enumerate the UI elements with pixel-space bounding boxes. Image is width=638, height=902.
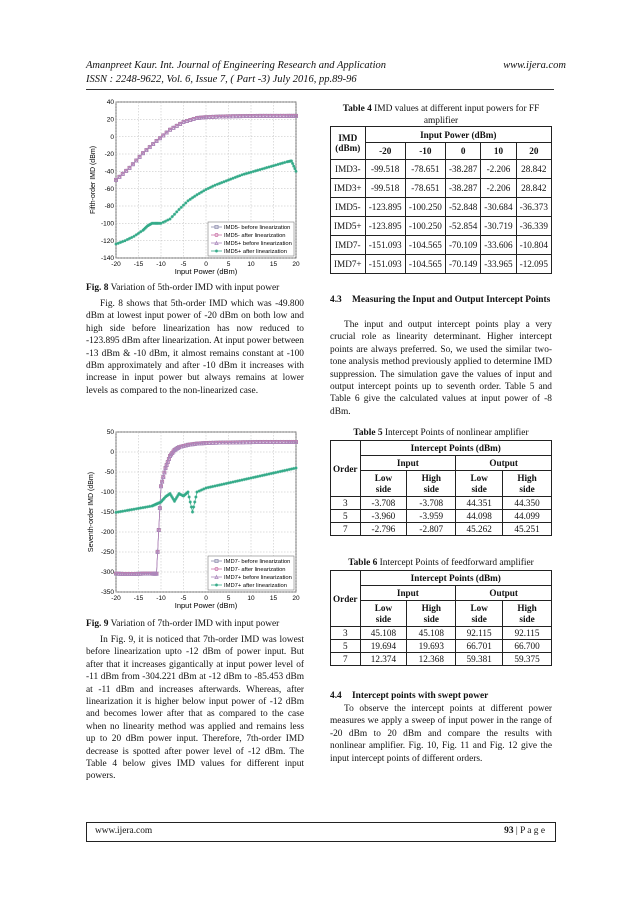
table-cell: 44.098: [456, 510, 503, 523]
table-cell: -100.250: [405, 198, 445, 217]
x-tick-label: 15: [269, 261, 278, 268]
table-5-caption: [330, 427, 552, 439]
table-4-group-header: Input Power (dBm): [365, 127, 551, 143]
x-tick-label: 10: [247, 261, 255, 268]
y-tick-label: 0: [110, 449, 114, 457]
table-cell: 44.351: [456, 497, 503, 510]
table-4-col-header: -20: [365, 143, 405, 160]
table-cell: 45.108: [407, 627, 456, 640]
table-cell: 45.251: [503, 523, 552, 536]
section-4-3-number: 4.3: [330, 295, 342, 305]
table-row: [331, 198, 552, 217]
figure-9-label: Fig. 9: [86, 619, 109, 629]
table-4-corner-line2: (dBm): [335, 143, 361, 153]
table-cell: -36.339: [516, 217, 551, 236]
table-5: [330, 440, 552, 536]
journal-url[interactable]: www.ijera.com: [503, 60, 566, 71]
table-row: [331, 640, 552, 653]
table-cell: -30.719: [481, 217, 516, 236]
x-tick-label: -10: [156, 595, 166, 602]
table-cell: 59.375: [503, 653, 552, 666]
table-cell: -3.708: [407, 497, 456, 510]
intercept-group-header: Intercept Points (dBm): [360, 571, 552, 586]
y-tick-label: -350: [100, 589, 114, 597]
table-4-caption: [330, 103, 552, 127]
y-tick-label: 40: [106, 99, 114, 107]
x-tick-label: -20: [111, 261, 121, 268]
footer-url[interactable]: www.ijera.com: [95, 826, 153, 836]
y-tick-label: -120: [100, 237, 114, 245]
section-4-3-heading: [330, 294, 552, 306]
chart-legend: [208, 556, 294, 590]
legend-entry: IMD7- before linearization: [224, 559, 291, 566]
section-4-3-paragraph: The input and output intercept points play a very crucial role as linearity determinant. Higher intercept points are always preferred. So, we used the similar two-tone analysis method previously applied to determine IMD suppression. The simulation gave the values of input and output intercept points up to seventh order. Table 5 and Table 6 give the calculated values at input power of -8 dBm.: [330, 320, 552, 417]
chart-legend: [208, 222, 294, 256]
y-tick-label: -150: [100, 509, 114, 517]
x-tick-label: 5: [226, 595, 231, 602]
table-row: [331, 236, 552, 255]
table-4: [330, 126, 552, 274]
running-header: [86, 60, 566, 71]
legend-entry: IMD7+ before linearization: [224, 575, 292, 582]
x-tick-label: -10: [156, 261, 166, 268]
x-tick-label: -15: [133, 261, 144, 268]
table-cell: 12.368: [407, 653, 456, 666]
table-cell: 12.374: [360, 653, 407, 666]
order-cell: 3: [331, 497, 361, 510]
table-cell: 92.115: [503, 627, 552, 640]
section-4-3-title: Measuring the Input and Output Intercept Points: [352, 295, 551, 305]
page-word: | P a g e: [513, 826, 545, 836]
row-label: IMD3+: [331, 179, 366, 198]
paragraph-fig9: In Fig. 9, it is noticed that 7th-order IMD was lowest before linearization upto -12 dBm of power input. But after that it increases gigantically at input power level of -11 dBm from -304.221 dBm at -12 dBm to -85.453 dBm at -11 dBm and increases afterwards. Whereas, after linearization it is higher below input power of -12 dBm and becomes lower after that as compared to the case when no linearity method was applied and remains less up to 20 dBm power input. Therefore, 7th-order IMD decrease is spotted after power level of -12 dBm. The Table 4 below gives IMD values for different input powers.: [86, 635, 304, 782]
table-cell: -70.109: [445, 236, 480, 255]
table-cell: -3.960: [360, 510, 407, 523]
y-tick-label: 20: [106, 116, 114, 124]
y-tick-label: -50: [104, 469, 114, 477]
legend-entry: IMD7- after linearization: [224, 567, 286, 574]
figure-8-caption-text: Variation of 5th-order IMD with input power: [108, 283, 280, 293]
table-cell: 92.115: [456, 627, 503, 640]
table-row: [331, 179, 552, 198]
table-cell: -151.093: [365, 255, 405, 274]
sub-header: Low side: [360, 601, 407, 627]
legend-entry: IMD5- after linearization: [224, 233, 286, 240]
table-4-col-header: 20: [516, 143, 551, 160]
order-cell: 5: [331, 640, 361, 653]
table-4-col-header: 0: [445, 143, 480, 160]
footer-page: [504, 826, 545, 836]
sub-header: Low side: [456, 601, 503, 627]
table-4-col-header: 10: [481, 143, 516, 160]
x-tick-label: 15: [269, 595, 278, 602]
table-cell: -30.684: [481, 198, 516, 217]
table-4-col-header: -10: [405, 143, 445, 160]
order-cell: 7: [331, 523, 361, 536]
x-tick-label: 20: [292, 595, 300, 602]
output-header: Output: [456, 456, 552, 471]
y-tick-label: -100: [100, 489, 114, 497]
order-header: Order: [331, 441, 361, 497]
x-tick-label: -5: [180, 595, 187, 602]
table-cell: 28.842: [516, 160, 551, 179]
table-cell: -52.848: [445, 198, 480, 217]
table-cell: 19.693: [407, 640, 456, 653]
row-label: IMD5+: [331, 217, 366, 236]
legend-entry: IMD5+ after linearization: [224, 249, 287, 256]
y-tick-label: 0: [110, 133, 114, 141]
table-cell: -3.959: [407, 510, 456, 523]
table-cell: 45.262: [456, 523, 503, 536]
sub-header: High side: [503, 601, 552, 627]
y-tick-label: -250: [100, 549, 114, 557]
x-tick-label: 5: [226, 261, 231, 268]
table-cell: -104.565: [405, 236, 445, 255]
table-row: [331, 255, 552, 274]
y-tick-label: -40: [104, 168, 114, 176]
table-6-caption: [330, 557, 552, 569]
table-cell: -38.287: [445, 179, 480, 198]
y-tick-label: -20: [104, 151, 114, 159]
legend-entry: IMD5- before linearization: [224, 225, 291, 232]
table-cell: -104.565: [405, 255, 445, 274]
table-cell: 45.108: [360, 627, 407, 640]
page-number: 93: [504, 826, 514, 836]
table-cell: -100.250: [405, 217, 445, 236]
section-4-4-heading: [330, 690, 552, 702]
x-axis-label: Input Power (dBm): [174, 601, 238, 610]
order-header: Order: [331, 571, 361, 627]
table-cell: -99.518: [365, 179, 405, 198]
table-4-caption-text: IMD values at different input powers for FF amplifier: [371, 104, 540, 126]
table-4-label: Table 4: [342, 104, 372, 114]
table-cell: -12.095: [516, 255, 551, 274]
figure-9-chart: [84, 426, 302, 614]
table-row: [331, 510, 552, 523]
y-tick-label: -100: [100, 220, 114, 228]
row-label: IMD3-: [331, 160, 366, 179]
table-row: [331, 497, 552, 510]
table-5-caption-text: Intercept Points of nonlinear amplifier: [382, 428, 529, 438]
table-cell: 59.381: [456, 653, 503, 666]
table-cell: -2.807: [407, 523, 456, 536]
table-4-corner: [331, 127, 366, 160]
sub-header: High side: [407, 471, 456, 497]
sub-header: High side: [407, 601, 456, 627]
table-6-caption-text: Intercept Points of feedforward amplifier: [377, 558, 534, 568]
row-label: IMD7+: [331, 255, 366, 274]
table-cell: 66.701: [456, 640, 503, 653]
input-header: Input: [360, 456, 456, 471]
table-row: [331, 217, 552, 236]
y-tick-label: -80: [104, 203, 114, 211]
section-4-4-title: Intercept points with swept power: [352, 691, 489, 701]
table-cell: -2.206: [481, 179, 516, 198]
x-tick-label: -20: [111, 595, 121, 602]
section-4-4-number: 4.4: [330, 691, 342, 701]
order-cell: 7: [331, 653, 361, 666]
y-tick-label: -60: [104, 185, 114, 193]
table-cell: -52.854: [445, 217, 480, 236]
sub-header: Low side: [456, 471, 503, 497]
table-cell: -123.895: [365, 198, 405, 217]
table-cell: 28.842: [516, 179, 551, 198]
table-6-label: Table 6: [348, 558, 378, 568]
y-tick-label: -200: [100, 529, 114, 537]
sub-header: Low side: [360, 471, 407, 497]
figure-9-caption-text: Variation of 7th-order IMD with input power: [108, 619, 280, 629]
table-cell: 66.700: [503, 640, 552, 653]
x-tick-label: 20: [292, 261, 300, 268]
table-cell: -36.373: [516, 198, 551, 217]
y-tick-label: 50: [106, 429, 114, 437]
table-cell: -151.093: [365, 236, 405, 255]
table-cell: 44.099: [503, 510, 552, 523]
x-tick-label: 10: [247, 595, 255, 602]
table-row: [331, 523, 552, 536]
header-divider: [86, 89, 554, 90]
figure-9-caption: [86, 618, 306, 630]
figure-8-caption: [86, 282, 306, 294]
output-header: Output: [456, 586, 552, 601]
y-tick-label: -300: [100, 569, 114, 577]
table-row: [331, 627, 552, 640]
order-cell: 3: [331, 627, 361, 640]
y-axis-label: Seventh-order IMD (dBm): [88, 471, 95, 553]
row-label: IMD7-: [331, 236, 366, 255]
table-cell: -2.796: [360, 523, 407, 536]
table-cell: -38.287: [445, 160, 480, 179]
table-cell: -78.651: [405, 160, 445, 179]
input-header: Input: [360, 586, 456, 601]
figure-8-chart: [86, 96, 302, 280]
intercept-group-header: Intercept Points (dBm): [360, 441, 552, 456]
y-axis-label: Fifth-order IMD (dBm): [90, 145, 97, 215]
table-cell: -99.518: [365, 160, 405, 179]
table-cell: -3.708: [360, 497, 407, 510]
table-cell: -2.206: [481, 160, 516, 179]
table-6: [330, 570, 552, 666]
issn-line: ISSN : 2248-9622, Vol. 6, Issue 7, ( Part -3) July 2016, pp.89-96: [86, 74, 357, 85]
figure-8-label: Fig. 8: [86, 283, 109, 293]
section-4-4-paragraph: To observe the intercept points at different power measures we apply a sweep of input power in the range of -20 dBm to 20 dBm and compare the results with nonlinear amplifier. Fig. 10, Fig. 11 and Fig. 12 give the input intercept points of different orders.: [330, 704, 552, 764]
sub-header: High side: [503, 471, 552, 497]
table-cell: -33.606: [481, 236, 516, 255]
table-cell: -70.149: [445, 255, 480, 274]
table-4-corner-line1: IMD: [338, 133, 358, 143]
x-tick-label: -5: [180, 261, 187, 268]
table-row: [331, 160, 552, 179]
legend-entry: IMD7+ after linearization: [224, 583, 287, 590]
x-tick-label: -15: [133, 595, 144, 602]
table-cell: -33.965: [481, 255, 516, 274]
table-cell: -78.651: [405, 179, 445, 198]
row-label: IMD5-: [331, 198, 366, 217]
table-cell: 19.694: [360, 640, 407, 653]
table-5-label: Table 5: [353, 428, 383, 438]
x-axis-label: Input Power (dBm): [174, 267, 238, 276]
table-cell: -123.895: [365, 217, 405, 236]
table-cell: 44.350: [503, 497, 552, 510]
table-row: [331, 653, 552, 666]
x-tick-label: 0: [204, 595, 208, 602]
page-footer: [86, 822, 556, 842]
journal-title: Amanpreet Kaur. Int. Journal of Engineering Research and Application: [86, 60, 386, 71]
y-tick-label: -140: [100, 255, 114, 263]
x-tick-label: 0: [204, 261, 208, 268]
table-cell: -10.804: [516, 236, 551, 255]
legend-entry: IMD5+ before linearization: [224, 241, 292, 248]
paragraph-fig8: Fig. 8 shows that 5th-order IMD which was -49.800 dBm at lowest input power of -20 dBm on both low and high side before linearization has now reduced to -123.895 dBm after linearization. At input power between -13 dBm & -10 dBm, it almost remains constant at -100 dBm approximately and after -10 dBm it increases with increase in input power but always remains at lower levels as compared to the non-linearized case.: [86, 299, 304, 396]
order-cell: 5: [331, 510, 361, 523]
